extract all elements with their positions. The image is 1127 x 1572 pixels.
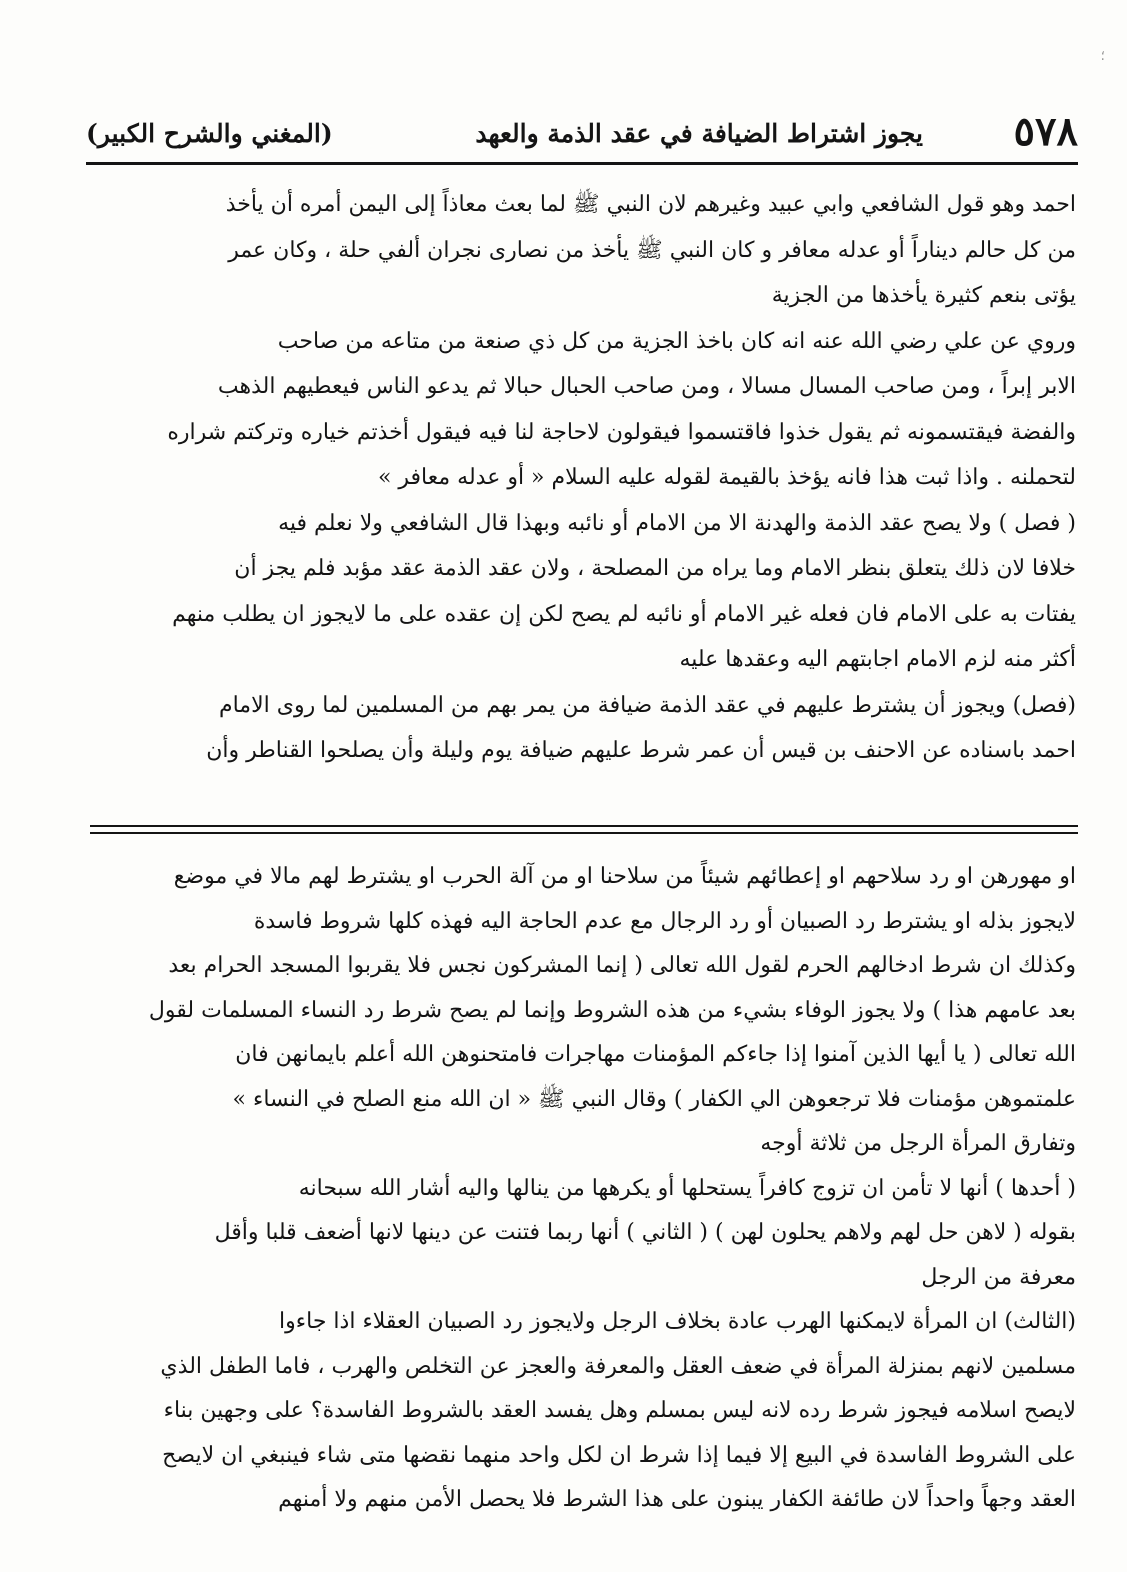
text-line: وكذلك ان شرط ادخالهم الحرم لقول الله تعالى ( إنما المشركون نجس فلا يقربوا المسجد الحرام بعد [168, 953, 1076, 978]
text-line: يؤتى بنعم كثيرة يأخذها من الجزية [771, 283, 1076, 308]
text-line: الابر إبراً ، ومن صاحب المسال مسالا ، ومن صاحب الحبال حبالا ثم يدعو الناس فيعطيهم الذهب [217, 374, 1076, 399]
text-line: ( فصل ) ولا يصح عقد الذمة والهدنة الا من الامام أو نائبه وبهذا قال الشافعي ولا نعلم فيه [278, 510, 1076, 536]
section-title: يجوز اشتراط الضيافة في عقد الذمة والعهد [475, 119, 923, 148]
book-title: (المغني والشرح الكبير) [86, 119, 333, 148]
text-line: بقوله ( لاهن حل لهم ولاهم يحلون لهن ) ( الثاني ) أنها ربما فتنت عن دينها لانها أضعف قلبا وأقل [214, 1220, 1076, 1245]
corner-mark: ؛ [1100, 48, 1105, 64]
header-rule [86, 162, 1078, 165]
text-line: والفضة فيقتسمونه ثم يقول خذوا فاقتسموا فيقولون لاحاجة لنا فيه فيقول أخذتم خياره وتركتم شراره [167, 419, 1076, 445]
text-line: بعد عامهم هذا ) ولا يجوز الوفاء بشيء من هذه الشروط وإنما لم يصح شرط رد النساء المسلمات لقول [148, 997, 1076, 1023]
page-header [86, 108, 1078, 156]
text-line: احمد وهو قول الشافعي وابي عبيد وغيرهم لان النبي ﷺ لما بعث معاذاً إلى اليمن أمره أن يأخذ [225, 192, 1076, 217]
section-divider-top [90, 825, 1078, 827]
text-line: لايجوز بذله او يشترط رد الصبيان أو رد الرجال مع عدم الحاجة اليه فهذه كلها شروط فاسدة [253, 908, 1076, 934]
text-line: احمد باسناده عن الاحنف بن قيس أن عمر شرط عليهم ضيافة يوم وليلة وأن يصلحوا القناطر وأن [206, 738, 1076, 763]
text-line: لتحملنه . واذا ثبت هذا فانه يؤخذ بالقيمة لقوله عليه السلام « أو عدله معافر » [377, 465, 1076, 490]
text-line: الله تعالى ( يا أيها الذين آمنوا إذا جاءكم المؤمنات مهاجرات فامتحنوهن الله أعلم بايمانهن فان [235, 1042, 1076, 1067]
text-line: وروي عن علي رضي الله عنه انه كان باخذ الجزية من كل ذي صنعة من متاعه من صاحب [277, 328, 1076, 354]
text-line: أكثر منه لزم الامام اجابتهم اليه وعقدها عليه [679, 647, 1076, 672]
text-line: خلافا لان ذلك يتعلق بنظر الامام وما يراه من المصلحة ، ولان عقد الذمة عقد مؤبد فلم يجز أن [234, 556, 1076, 581]
text-line: (الثالث) ان المرأة لايمكنها الهرب عادة بخلاف الرجل ولايجوز رد الصبيان العقلاء اذا جاءوا [279, 1309, 1076, 1334]
text-line: من كل حالم ديناراً أو عدله معافر و كان النبي ﷺ يأخذ من نصارى نجران ألفي حلة ، وكان عمر [228, 237, 1076, 263]
text-line: يفتات به على الامام فان فعله غير الامام أو نائبه لم يصح لكن إن عقده على ما لايجوز ان يطلب منهم [172, 601, 1076, 627]
text-line: علمتموهن مؤمنات فلا ترجعوهن الي الكفار ) وقال النبي ﷺ « ان الله منع الصلح في النساء » [232, 1086, 1076, 1112]
text-line: وتفارق المرأة الرجل من ثلاثة أوجه [760, 1131, 1076, 1156]
text-line: معرفة من الرجل [921, 1264, 1076, 1290]
commentary-text [86, 855, 1076, 1523]
text-line: على الشروط الفاسدة في البيع إلا فيما إذا شرط ان لكل واحد منهما نقضها متى شاء فينبغي ان لايصح [162, 1442, 1076, 1468]
text-line: او مهورهن او رد سلاحهم او إعطائهم شيئاً من سلاحنا او من آلة الحرب او يشترط لهم مالا في موضع [173, 864, 1076, 889]
text-line: العقد وجهاً واحداً لان طائفة الكفار يبنون على هذا الشرط فلا يحصل الأمن منهم ولا أمنهم [278, 1487, 1076, 1512]
page-number: ٥٧٨ [1013, 108, 1078, 155]
main-text [86, 182, 1076, 774]
text-line: ( أحدها ) أنها لا تأمن ان تزوج كافراً يستحلها أو يكرهها من ينالها واليه أشار الله سبحانه [298, 1175, 1076, 1201]
text-line: (فصل) ويجوز أن يشترط عليهم في عقد الذمة ضيافة من يمر بهم من المسلمين لما روى الامام [218, 692, 1076, 718]
section-divider-bottom [90, 832, 1078, 834]
text-line: مسلمين لانهم بمنزلة المرأة في ضعف العقل والمعرفة والعجز عن التخلص والهرب ، فاما الطفل الذي [160, 1353, 1076, 1379]
text-line: لايصح اسلامه فيجوز شرط رده لانه ليس بمسلم وهل يفسد العقد بالشروط الفاسدة؟ على وجهين بناء [163, 1398, 1076, 1423]
